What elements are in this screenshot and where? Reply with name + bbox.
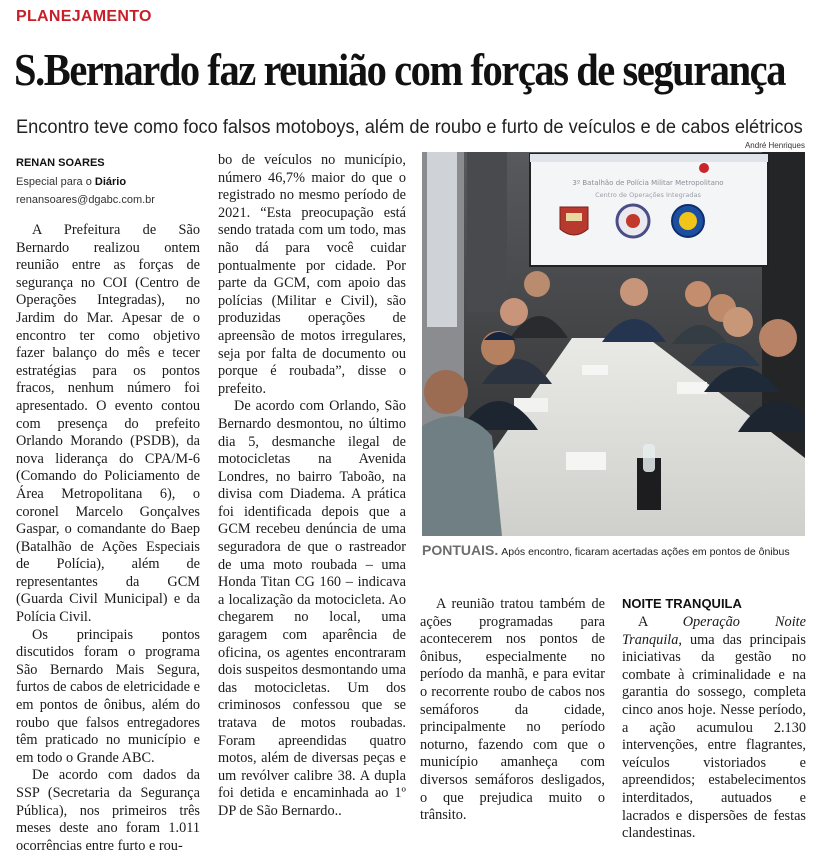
- paragraph: Os principais pontos discutidos foram o programa São Bernardo Mais Segura, furtos de cabos de eletricidade e em pontos de ônibus, além do roubo que falsos entregadores têm praticado no município e em todo o Grande ABC.: [16, 626, 200, 766]
- paragraph: De acordo com dados da SSP (Secretaria da Segurança Pública), nos primeiros três meses deste ano foram 1.011 ocorrências entre furto e rou-: [16, 767, 200, 854]
- paragraph: De acordo com Orlando, São Bernardo desmontou, no último dia 5, desmanche ilegal de motocicletas na Avenida Londres, no bairro Taboão, na divisa com Diadema. A prática foi identificada depois que a GCM recebeu denúncia de uma seguradora de que o rastreador de uma moto roubada – uma Honda Titan CG 160 – indicava a localização da motocicleta. Ao chegarem no local, uma garagem com aparência de oficina, os agentes encontraram dois suspeitos desmontando uma das motocicletas. Um dos criminosos confessou que se tratava de motos roubadas. Foram apreendidas quatro motos, além de diversas peças e um revólver calibre 38. A dupla foi detida e encaminhada ao 1º DP de São Bernardo..: [218, 398, 406, 819]
- photo-screen-line-1: 3º Batalhão de Polícia Militar Metropolitano: [572, 179, 724, 187]
- subheadline: Encontro teve como foco falsos motoboys, além de roubo e furto de veículos e de cabos elétricos: [16, 117, 803, 138]
- headline: S.Bernardo faz reunião com forças de segurança: [14, 45, 786, 95]
- box-text-before: A: [638, 614, 648, 630]
- article-kicker: PLANEJAMENTO: [16, 8, 152, 25]
- photo-screen-line-2: Centro de Operações Integradas: [595, 191, 701, 199]
- author-email: renansoares@dgabc.com.br: [16, 194, 155, 206]
- paragraph: A Prefeitura de São Bernardo realizou ontem reunião entre as forças de segurança no COI (Centro de Operações Integradas), no Jardim do Mar. Apesar de o encontro ter como objetivo fazer balanço do mês e tecer estratégias para os pontos fracos, nenhum número foi apresentado. O evento contou com presença do prefeito Orlando Morando (PSDB), da nova liderança do CPA/M-6 (Comando do Policiamento de Área Metropolitana 6), o coronel Marcelo Gonçalves Gaspar, o comandante do Baep (Batalhão de Ações Especiais de Polícia), além de representantes da GCM (Guarda Civil Municipal) e da Polícia Civil.: [16, 222, 200, 626]
- box-title: NOITE TRANQUILA: [622, 596, 742, 611]
- author-role: [16, 176, 126, 188]
- author-name: RENAN SOARES: [16, 157, 105, 169]
- caption-text: Após encontro, ficaram acertadas ações em pontos de ônibus: [501, 546, 790, 558]
- paragraph: [622, 614, 806, 843]
- article-column-3: [420, 596, 605, 825]
- box-text-after: , uma das principais iniciativas da gestão no combate à criminalidade e na garantia do sossego, completa cinco anos hoje. Nesse período, a ação acumulou 2.130 intervenções, entre flagrantes, veículos vistoriados e apreendidos; estabelecimentos interditados, autuados e lacrados e dispersões de festas clandestinas.: [622, 631, 806, 842]
- author-role-prefix: Especial para o: [16, 176, 92, 188]
- photo-credit: André Henriques: [744, 141, 805, 150]
- operation-name: Operação Noite Tranquila: [622, 614, 806, 648]
- article-column-1: [16, 222, 200, 855]
- article-photo: [422, 152, 805, 536]
- article-column-2: [218, 152, 406, 821]
- box-text: [622, 614, 806, 843]
- paragraph: bo de veículos no município, número 46,7% maior do que o registrado no mesmo período de 2021. “Esta preocupação está sendo tratada com um todo, mas não dá para você cuidar pontualmente por cidade. Por parte da GCM, com apoio das polícias (Militar e Civil), são produzidas operações de apreensão de motos irregulares, seja por falta de documento ou porque é roubada”, disse o prefeito.: [218, 152, 406, 397]
- caption-lead: PONTUAIS.: [422, 542, 499, 558]
- photo-caption: [422, 542, 812, 558]
- paragraph: A reunião tratou também de ações programadas para acontecerem nos pontos de ônibus, especialmente no período da manhã, e para evitar o recorrente roubo de cabos nos semáforos da cidade, principalmente no período noturno, fazendo com que o município amanheça com diversos semáforos desligados, o que prejudica muito o trânsito.: [420, 596, 605, 824]
- author-role-outlet: Diário: [94, 176, 127, 188]
- meeting-photo-illustration: [422, 152, 805, 536]
